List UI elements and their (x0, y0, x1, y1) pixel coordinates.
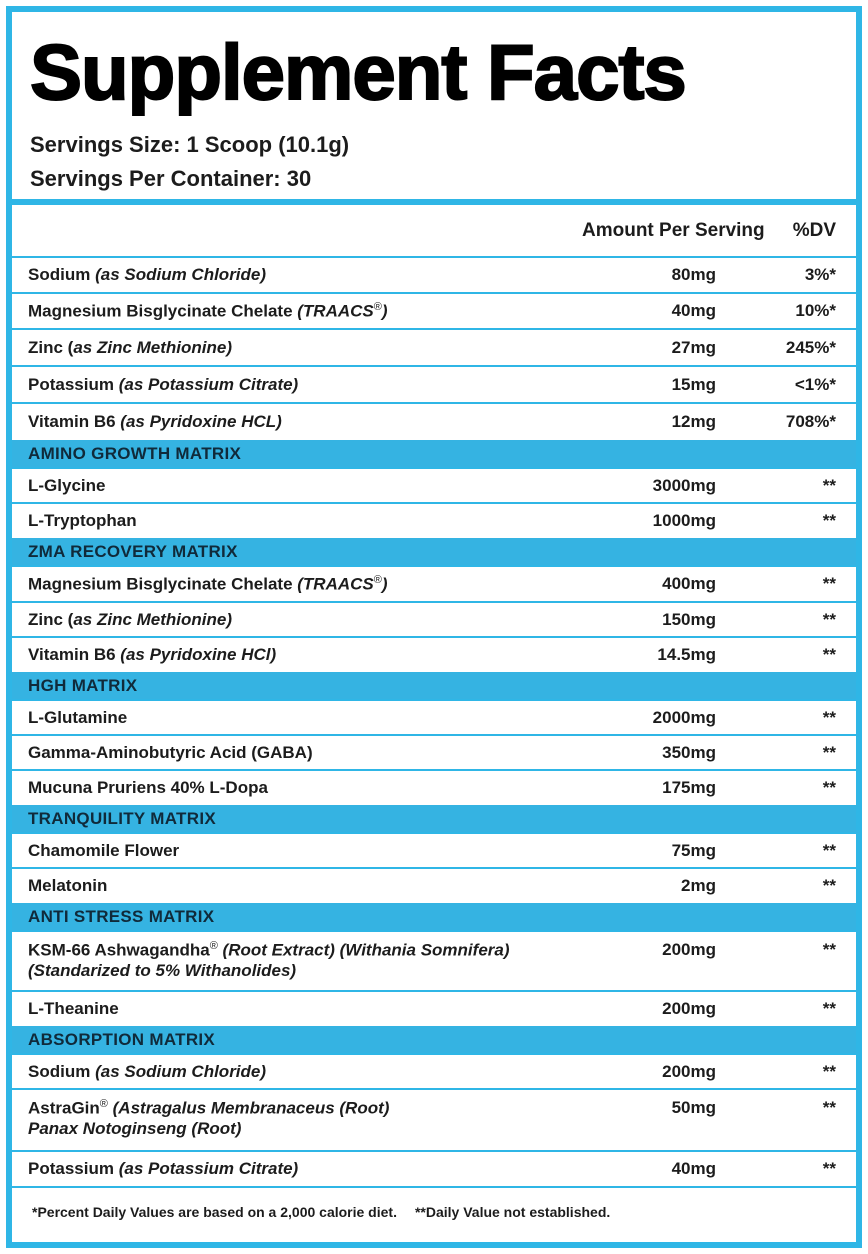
ingredient-amount: 175mg (566, 770, 726, 805)
ingredient-dv: ** (726, 468, 856, 503)
ingredient-dv: 708%* (726, 403, 856, 440)
ingredient-dv: ** (726, 991, 856, 1026)
section-title: TRANQUILITY MATRIX (12, 805, 856, 833)
label-header (12, 12, 856, 205)
table-row (12, 1089, 856, 1151)
ingredient-amount: 200mg (566, 1054, 726, 1089)
registered-mark: ® (373, 573, 382, 586)
section-band-amino-growth (12, 440, 856, 468)
table-row (12, 1054, 856, 1089)
ingredient-amount: 40mg (566, 293, 726, 329)
ingredient-dv: ** (726, 602, 856, 637)
ingredient-amount: 200mg (566, 991, 726, 1026)
ingredient-source: (as Sodium Chloride) (95, 265, 267, 284)
table-row (12, 403, 856, 440)
column-header-row (12, 205, 856, 257)
ingredient-name: L-Tryptophan (12, 503, 566, 538)
table-row (12, 735, 856, 770)
ingredient-dv: ** (726, 868, 856, 903)
ingredient-name: Potassium (28, 1159, 114, 1178)
section-title: ANTI STRESS MATRIX (12, 903, 856, 931)
footer-row (12, 1187, 856, 1235)
ingredient-name: AstraGin (28, 1098, 100, 1118)
ingredient-dv: ** (726, 1151, 856, 1187)
ingredient-name: L-Theanine (12, 991, 566, 1026)
ingredient-source: as Zinc Methionine) (73, 337, 233, 357)
table-row (12, 1151, 856, 1187)
ingredient-dv: ** (726, 566, 856, 602)
ingredient-name: L-Glutamine (12, 700, 566, 735)
ingredient-amount: 150mg (566, 602, 726, 637)
ingredient-amount: 200mg (566, 931, 726, 991)
ingredient-dv: ** (726, 1089, 856, 1151)
ingredient-dv: ** (726, 770, 856, 805)
ingredient-dv: ** (726, 931, 856, 991)
ingredient-dv: 3%* (726, 257, 856, 293)
section-band-absorption (12, 1026, 856, 1054)
ingredient-name: Vitamin B6 (28, 645, 116, 664)
ingredient-source: (as Potassium Citrate) (118, 1159, 299, 1178)
registered-mark: ® (99, 1098, 108, 1110)
ingredient-source: (as Potassium Citrate) (118, 374, 299, 394)
table-row (12, 700, 856, 735)
registered-mark: ® (373, 300, 382, 313)
ingredient-source: (TRAACS (297, 301, 374, 321)
table-row (12, 468, 856, 503)
ingredient-amount: 50mg (566, 1089, 726, 1151)
ingredient-amount: 350mg (566, 735, 726, 770)
ingredient-amount: 14.5mg (566, 637, 726, 672)
ingredient-name: Melatonin (12, 868, 566, 903)
ingredient-amount: 27mg (566, 329, 726, 366)
section-title: ZMA RECOVERY MATRIX (12, 538, 856, 566)
ingredient-source: (as Pyridoxine HCl) (120, 645, 277, 664)
ingredient-source-line2: Panax Notoginseng (Root) (28, 1118, 242, 1138)
ingredient-name: L-Glycine (12, 468, 566, 503)
ingredient-amount: 40mg (566, 1151, 726, 1187)
dv-column-header: %DV (792, 219, 836, 241)
ingredient-dv: ** (726, 700, 856, 735)
ingredient-dv: 245%* (726, 329, 856, 366)
ingredient-name: Zinc ( (28, 609, 74, 629)
ingredient-dv: ** (726, 637, 856, 672)
ingredient-name: Sodium (28, 1061, 91, 1081)
table-row (12, 329, 856, 366)
table-row (12, 566, 856, 602)
section-band-tranquility (12, 805, 856, 833)
footnote-dv-basis: *Percent Daily Values are based on a 2,000 calorie diet. (32, 1203, 397, 1220)
ingredient-name: Vitamin B6 (28, 412, 116, 431)
ingredient-dv: ** (726, 1054, 856, 1089)
ingredient-source: (as Sodium Chloride) (95, 1061, 267, 1081)
table-row (12, 257, 856, 293)
label-title: Supplement Facts (30, 28, 686, 116)
section-band-anti-stress (12, 903, 856, 931)
ingredient-amount: 15mg (566, 366, 726, 403)
ingredient-amount: 12mg (566, 403, 726, 440)
footnotes (12, 1187, 856, 1235)
ingredient-name: KSM-66 Ashwagandha (28, 940, 210, 960)
ingredient-source: as Zinc Methionine) (73, 609, 233, 629)
serving-size: Servings Size: 1 Scoop (10.1g) (30, 132, 350, 157)
amount-column-header: Amount Per Serving (582, 219, 765, 241)
facts-table (12, 205, 856, 1235)
servings-per-container: Servings Per Container: 30 (30, 166, 312, 191)
ingredient-source: (TRAACS (297, 574, 374, 594)
ingredient-amount: 3000mg (566, 468, 726, 503)
ingredient-amount: 2000mg (566, 700, 726, 735)
table-row (12, 868, 856, 903)
ingredient-name: Zinc ( (28, 337, 74, 357)
ingredient-amount: 2mg (566, 868, 726, 903)
ingredient-name: Chamomile Flower (12, 833, 566, 868)
ingredient-source-line2: (Standarized to 5% Withanolides) (28, 960, 297, 980)
ingredient-dv: 10%* (726, 293, 856, 329)
ingredient-amount: 400mg (566, 566, 726, 602)
section-band-hgh (12, 672, 856, 700)
ingredient-amount: 1000mg (566, 503, 726, 538)
section-title: ABSORPTION MATRIX (12, 1026, 856, 1054)
ingredient-name: Mucuna Pruriens 40% L-Dopa (12, 770, 566, 805)
table-row (12, 991, 856, 1026)
ingredient-source: (as Pyridoxine HCL) (120, 412, 282, 431)
ingredient-dv: <1%* (726, 366, 856, 403)
table-row (12, 293, 856, 329)
ingredient-name: Magnesium Bisglycinate Chelate (28, 574, 293, 594)
ingredient-source-close: ) (381, 301, 388, 321)
table-row (12, 637, 856, 672)
section-title: AMINO GROWTH MATRIX (12, 440, 856, 468)
ingredient-dv: ** (726, 735, 856, 770)
table-row (12, 931, 856, 991)
ingredient-source: (Astragalus Membranaceus (Root) (112, 1098, 390, 1118)
ingredient-source: (Root Extract) (Withania Somnifera) (222, 940, 510, 960)
ingredient-dv: ** (726, 833, 856, 868)
section-band-zma-recovery (12, 538, 856, 566)
registered-mark: ® (209, 940, 218, 952)
supplement-facts-label (6, 6, 862, 1248)
ingredient-name: Gamma-Aminobutyric Acid (GABA) (12, 735, 566, 770)
ingredient-dv: ** (726, 503, 856, 538)
ingredient-name: Sodium (28, 265, 91, 284)
ingredient-name: Magnesium Bisglycinate Chelate (28, 301, 293, 321)
section-title: HGH MATRIX (12, 672, 856, 700)
table-row (12, 833, 856, 868)
table-row (12, 602, 856, 637)
table-row (12, 770, 856, 805)
ingredient-amount: 80mg (566, 257, 726, 293)
table-row (12, 503, 856, 538)
footnote-dv-not-established: **Daily Value not established. (414, 1203, 611, 1220)
ingredient-name: Potassium (28, 374, 114, 394)
table-row (12, 366, 856, 403)
ingredient-source-close: ) (381, 574, 388, 594)
ingredient-amount: 75mg (566, 833, 726, 868)
